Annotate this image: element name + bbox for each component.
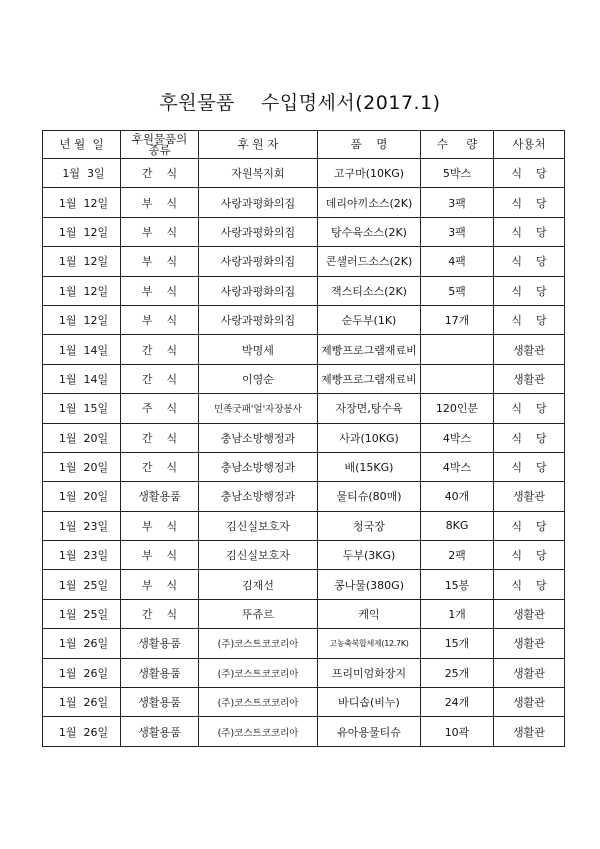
usage-cell: 식 당 (494, 188, 565, 217)
item-cell: 프리미엄화장지 (318, 658, 421, 687)
usage-cell: 식 당 (494, 247, 565, 276)
date-cell: 1월 12일 (43, 305, 121, 334)
item-cell: 유아용물티슈 (318, 717, 421, 746)
usage-cell: 생활관 (494, 364, 565, 393)
usage-cell: 생활관 (494, 629, 565, 658)
date-cell: 1월 26일 (43, 629, 121, 658)
kind-cell: 부 식 (121, 217, 199, 246)
donation-table (42, 130, 565, 747)
usage-cell: 식 당 (494, 541, 565, 570)
donor-cell: 민족굿패'얼'자장봉사 (199, 394, 318, 423)
donor-cell: 사랑과평화의집 (199, 276, 318, 305)
date-cell: 1월 23일 (43, 541, 121, 570)
quantity-cell: 10곽 (421, 717, 494, 746)
date-cell: 1월 12일 (43, 247, 121, 276)
donor-cell: 김신실보호자 (199, 541, 318, 570)
table-header-row (43, 131, 565, 159)
table-row (43, 305, 565, 334)
kind-cell: 간 식 (121, 159, 199, 188)
date-cell: 1월 25일 (43, 599, 121, 628)
usage-cell: 생활관 (494, 688, 565, 717)
donor-cell: 이영순 (199, 364, 318, 393)
item-cell: 케익 (318, 599, 421, 628)
donor-cell: 자원복지회 (199, 159, 318, 188)
table-row (43, 599, 565, 628)
kind-cell: 간 식 (121, 364, 199, 393)
usage-cell: 식 당 (494, 394, 565, 423)
kind-cell: 생활용품 (121, 658, 199, 687)
item-cell: 물티슈(80매) (318, 482, 421, 511)
table-row (43, 452, 565, 481)
kind-cell: 생활용품 (121, 629, 199, 658)
table-row (43, 423, 565, 452)
quantity-cell: 4박스 (421, 423, 494, 452)
donor-cell: 충남소방행정과 (199, 423, 318, 452)
usage-cell: 식 당 (494, 452, 565, 481)
kind-cell: 생활용품 (121, 717, 199, 746)
usage-cell: 식 당 (494, 570, 565, 599)
kind-cell: 생활용품 (121, 482, 199, 511)
table-row (43, 276, 565, 305)
kind-cell: 간 식 (121, 335, 199, 364)
date-cell: 1월 20일 (43, 423, 121, 452)
quantity-cell: 4팩 (421, 247, 494, 276)
item-cell: 순두부(1K) (318, 305, 421, 334)
quantity-cell: 24개 (421, 688, 494, 717)
donor-cell: 김재선 (199, 570, 318, 599)
item-cell: 콘샐러드소스(2K) (318, 247, 421, 276)
kind-cell: 생활용품 (121, 688, 199, 717)
usage-cell: 식 당 (494, 159, 565, 188)
usage-cell: 식 당 (494, 217, 565, 246)
header-usage: 사용처 (494, 131, 565, 159)
donor-cell: (주)코스트코코리아 (199, 688, 318, 717)
date-cell: 1월 25일 (43, 570, 121, 599)
table-row (43, 335, 565, 364)
quantity-cell: 3팩 (421, 217, 494, 246)
kind-cell: 부 식 (121, 541, 199, 570)
quantity-cell: 25개 (421, 658, 494, 687)
donor-cell: 박명세 (199, 335, 318, 364)
date-cell: 1월 14일 (43, 364, 121, 393)
date-cell: 1월 20일 (43, 482, 121, 511)
usage-cell: 생활관 (494, 335, 565, 364)
date-cell: 1월 23일 (43, 511, 121, 540)
donor-cell: 김신실보호자 (199, 511, 318, 540)
date-cell: 1월 26일 (43, 658, 121, 687)
table-row (43, 688, 565, 717)
date-cell: 1월 12일 (43, 188, 121, 217)
donor-cell: 사랑과평화의집 (199, 217, 318, 246)
item-cell: 자장면,탕수육 (318, 394, 421, 423)
header-date: 년 월 일 (43, 131, 121, 159)
item-cell: 고구마(10KG) (318, 159, 421, 188)
item-cell: 사과(10KG) (318, 423, 421, 452)
quantity-cell: 4박스 (421, 452, 494, 481)
item-cell: 제빵프로그램재료비 (318, 335, 421, 364)
usage-cell: 생활관 (494, 658, 565, 687)
quantity-cell: 40개 (421, 482, 494, 511)
item-cell: 바디솝(비누) (318, 688, 421, 717)
date-cell: 1월 12일 (43, 217, 121, 246)
kind-cell: 부 식 (121, 570, 199, 599)
table-row (43, 188, 565, 217)
item-cell: 배(15KG) (318, 452, 421, 481)
item-cell: 데리야끼소스(2K) (318, 188, 421, 217)
usage-cell: 생활관 (494, 482, 565, 511)
usage-cell: 생활관 (494, 717, 565, 746)
donor-cell: (주)코스트코코리아 (199, 717, 318, 746)
donor-cell: 사랑과평화의집 (199, 188, 318, 217)
quantity-cell: 5팩 (421, 276, 494, 305)
header-kind: 후원물품의 종류 (121, 131, 199, 159)
donor-cell: 충남소방행정과 (199, 482, 318, 511)
quantity-cell: 15개 (421, 629, 494, 658)
donor-cell: 충남소방행정과 (199, 452, 318, 481)
kind-cell: 부 식 (121, 305, 199, 334)
table-row (43, 511, 565, 540)
quantity-cell: 17개 (421, 305, 494, 334)
quantity-cell: 2팩 (421, 541, 494, 570)
quantity-cell: 120인분 (421, 394, 494, 423)
donor-cell: 뚜쥬르 (199, 599, 318, 628)
date-cell: 1월 14일 (43, 335, 121, 364)
quantity-cell: 15봉 (421, 570, 494, 599)
table-row (43, 364, 565, 393)
donor-cell: (주)코스트코코리아 (199, 658, 318, 687)
kind-cell: 부 식 (121, 188, 199, 217)
table-row (43, 717, 565, 746)
kind-cell: 부 식 (121, 247, 199, 276)
table-row (43, 394, 565, 423)
date-cell: 1월 26일 (43, 717, 121, 746)
kind-cell: 간 식 (121, 452, 199, 481)
donor-cell: 사랑과평화의집 (199, 247, 318, 276)
donor-cell: (주)코스트코코리아 (199, 629, 318, 658)
quantity-cell (421, 364, 494, 393)
table-row (43, 482, 565, 511)
quantity-cell: 3팩 (421, 188, 494, 217)
item-cell: 잭스티소스(2K) (318, 276, 421, 305)
item-cell: 두부(3KG) (318, 541, 421, 570)
header-item: 품 명 (318, 131, 421, 159)
usage-cell: 식 당 (494, 305, 565, 334)
table-row (43, 570, 565, 599)
usage-cell: 식 당 (494, 276, 565, 305)
item-cell: 청국장 (318, 511, 421, 540)
document-title: 후원물품 수입명세서(2017.1) (159, 92, 441, 114)
table-row (43, 247, 565, 276)
date-cell: 1월 12일 (43, 276, 121, 305)
date-cell: 1월 3일 (43, 159, 121, 188)
item-cell: 제빵프로그램재료비 (318, 364, 421, 393)
date-cell: 1월 26일 (43, 688, 121, 717)
item-cell: 콩나물(380G) (318, 570, 421, 599)
table-body (43, 159, 565, 747)
kind-cell: 간 식 (121, 599, 199, 628)
date-cell: 1월 15일 (43, 394, 121, 423)
table-row (43, 541, 565, 570)
header-donor: 후 원 자 (199, 131, 318, 159)
donor-cell: 사랑과평화의집 (199, 305, 318, 334)
header-quantity: 수 량 (421, 131, 494, 159)
kind-cell: 간 식 (121, 423, 199, 452)
item-cell: 탕수육소스(2K) (318, 217, 421, 246)
table-row (43, 629, 565, 658)
item-cell: 고농축복합세제(12.7K) (318, 629, 421, 658)
kind-cell: 부 식 (121, 511, 199, 540)
kind-cell: 부 식 (121, 276, 199, 305)
usage-cell: 생활관 (494, 599, 565, 628)
table-row (43, 658, 565, 687)
usage-cell: 식 당 (494, 511, 565, 540)
kind-cell: 주 식 (121, 394, 199, 423)
date-cell: 1월 20일 (43, 452, 121, 481)
table-row (43, 217, 565, 246)
table-row (43, 159, 565, 188)
quantity-cell (421, 335, 494, 364)
usage-cell: 식 당 (494, 423, 565, 452)
quantity-cell: 8KG (421, 511, 494, 540)
quantity-cell: 1개 (421, 599, 494, 628)
quantity-cell: 5박스 (421, 159, 494, 188)
